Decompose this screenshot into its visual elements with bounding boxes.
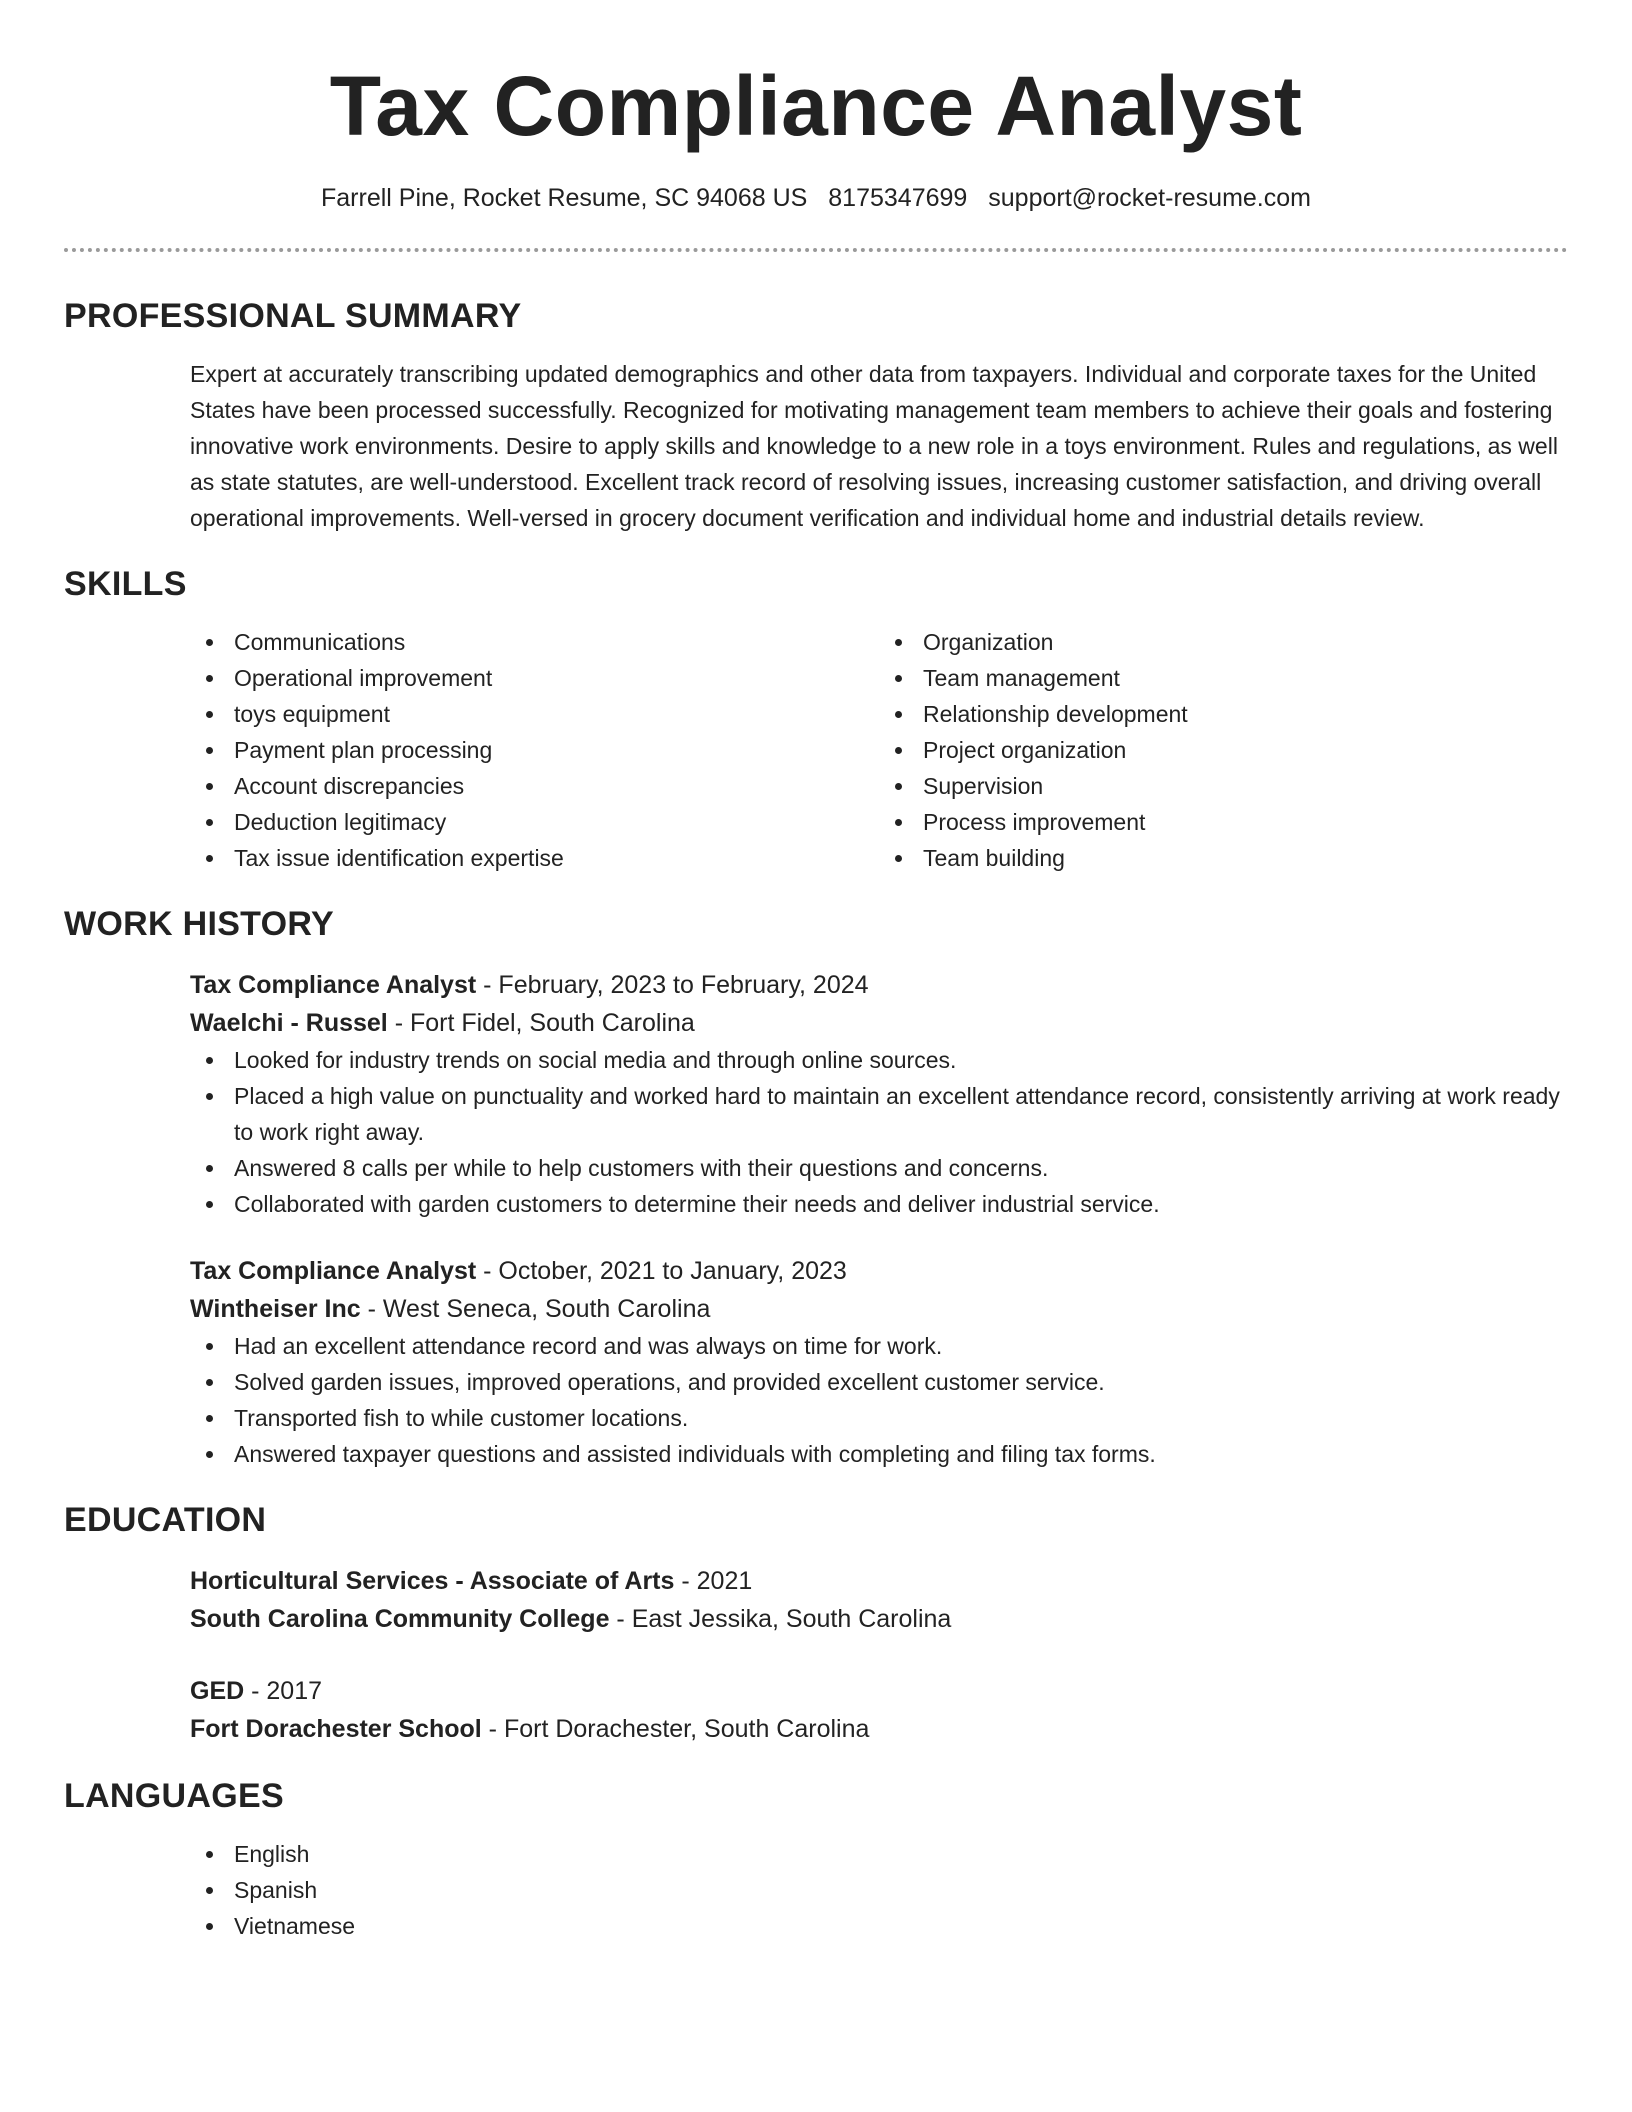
education-school-line xyxy=(190,1600,1568,1638)
job-entry xyxy=(190,1252,1568,1472)
languages-list xyxy=(190,1836,1568,1944)
skill-item: Relationship development xyxy=(923,696,1568,732)
contact-address: Farrell Pine, Rocket Resume, SC 94068 US xyxy=(321,184,808,212)
skill-item: Supervision xyxy=(923,768,1568,804)
job-bullet: Answered 8 calls per while to help customers with their questions and concerns. xyxy=(234,1150,1568,1186)
language-item: Spanish xyxy=(234,1872,1568,1908)
job-title-line xyxy=(190,966,1568,1004)
job-bullets xyxy=(190,1042,1568,1222)
education-school: South Carolina Community College xyxy=(190,1605,610,1633)
skill-item: Team management xyxy=(923,660,1568,696)
job-bullet: Collaborated with garden customers to determine their needs and deliver industrial service. xyxy=(234,1186,1568,1222)
education-degree-line xyxy=(190,1562,1568,1600)
resume-title: Tax Compliance Analyst xyxy=(329,59,1303,153)
job-title-line xyxy=(190,1252,1568,1290)
education-heading: EDUCATION xyxy=(64,1501,267,1539)
job-bullet: Transported fish to while customer locations. xyxy=(234,1400,1568,1436)
education-section xyxy=(64,1500,1568,1748)
skills-list-right xyxy=(879,624,1568,876)
education-year: - 2017 xyxy=(244,1677,323,1705)
skill-item: toys equipment xyxy=(234,696,879,732)
education-degree-line xyxy=(190,1672,1568,1710)
summary-text: Expert at accurately transcribing updated demographics and other data from taxpayers. Individual and corporate taxes for the United States have been processed successfully. Recognized for motivating management team members to achieve their goals and fostering innovative work environments. Desire to apply skills and knowledge to a new role in a toys environment. Rules and regulations, as well as state statutes, are well-understood. Excellent track record of resolving issues, increasing customer satisfaction, and driving overall operational improvements. Well-versed in grocery document verification and individual home and industrial details review. xyxy=(190,361,1558,531)
skill-item: Project organization xyxy=(923,732,1568,768)
language-item: Vietnamese xyxy=(234,1908,1568,1944)
job-bullets xyxy=(190,1328,1568,1472)
contact-email: support@rocket-resume.com xyxy=(988,184,1311,212)
education-school-line xyxy=(190,1710,1568,1748)
job-bullet: Solved garden issues, improved operations, and provided excellent customer service. xyxy=(234,1364,1568,1400)
header-divider xyxy=(64,248,1568,252)
education-school: Fort Dorachester School xyxy=(190,1715,482,1743)
education-degree: GED xyxy=(190,1677,245,1705)
languages-section xyxy=(64,1776,1568,1944)
language-item: English xyxy=(234,1836,1568,1872)
contact-phone: 8175347699 xyxy=(828,184,968,212)
education-year: - 2021 xyxy=(674,1567,753,1595)
skill-item: Deduction legitimacy xyxy=(234,804,879,840)
education-location: - Fort Dorachester, South Carolina xyxy=(481,1715,870,1743)
summary-section xyxy=(64,296,1568,536)
job-dates: - February, 2023 to February, 2024 xyxy=(476,971,869,999)
skill-item: Account discrepancies xyxy=(234,768,879,804)
skills-list-left xyxy=(190,624,879,876)
skills-section xyxy=(64,564,1568,876)
skill-item: Communications xyxy=(234,624,879,660)
summary-heading: PROFESSIONAL SUMMARY xyxy=(64,297,522,335)
work-history-section xyxy=(64,904,1568,1472)
job-location: - West Seneca, South Carolina xyxy=(360,1295,711,1323)
job-title: Tax Compliance Analyst xyxy=(190,1257,477,1285)
job-bullet: Had an excellent attendance record and was always on time for work. xyxy=(234,1328,1568,1364)
job-entry xyxy=(190,966,1568,1222)
job-bullet: Looked for industry trends on social media and through online sources. xyxy=(234,1042,1568,1078)
languages-heading: LANGUAGES xyxy=(64,1777,284,1815)
job-dates: - October, 2021 to January, 2023 xyxy=(476,1257,847,1285)
skills-grid xyxy=(190,624,1568,876)
skill-item: Tax issue identification expertise xyxy=(234,840,879,876)
skill-item: Organization xyxy=(923,624,1568,660)
skill-item: Payment plan processing xyxy=(234,732,879,768)
languages-body xyxy=(190,1836,1568,1944)
job-company-line xyxy=(190,1004,1568,1042)
job-company: Waelchi - Russel xyxy=(190,1009,388,1037)
job-company: Wintheiser Inc xyxy=(190,1295,361,1323)
job-company-line xyxy=(190,1290,1568,1328)
work-history-heading: WORK HISTORY xyxy=(64,905,334,943)
education-location: - East Jessika, South Carolina xyxy=(609,1605,952,1633)
job-location: - Fort Fidel, South Carolina xyxy=(387,1009,695,1037)
skill-item: Process improvement xyxy=(923,804,1568,840)
job-bullet: Placed a high value on punctuality and worked hard to maintain an excellent attendance record, consistently arriving at work ready to work right away. xyxy=(234,1078,1568,1150)
skill-item: Team building xyxy=(923,840,1568,876)
resume-page xyxy=(64,0,1568,1944)
job-bullet: Answered taxpayer questions and assisted individuals with completing and filing tax forms. xyxy=(234,1436,1568,1472)
education-entry xyxy=(190,1562,1568,1638)
job-title: Tax Compliance Analyst xyxy=(190,971,477,999)
contact-line xyxy=(64,182,1568,214)
skills-heading: SKILLS xyxy=(64,565,187,603)
education-entry xyxy=(190,1672,1568,1748)
education-degree: Horticultural Services - Associate of Arts xyxy=(190,1567,675,1595)
skill-item: Operational improvement xyxy=(234,660,879,696)
